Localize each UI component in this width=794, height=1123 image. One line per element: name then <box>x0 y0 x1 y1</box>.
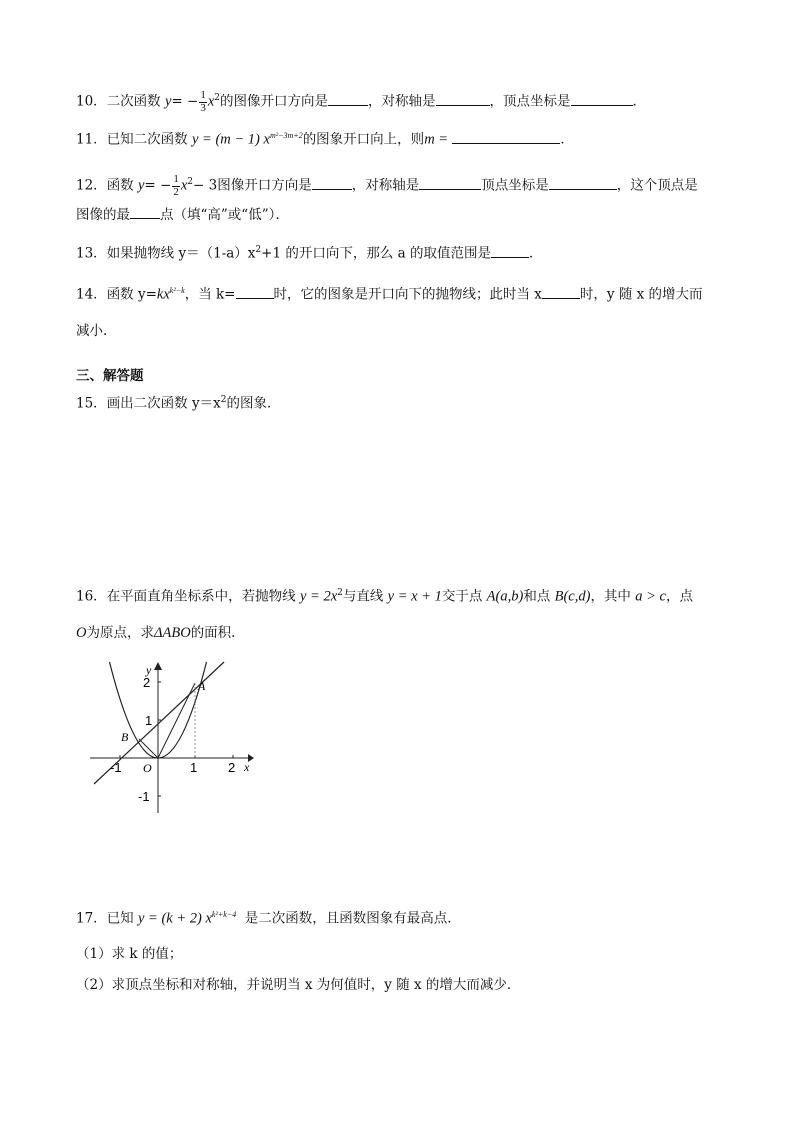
question-text: 交于点 <box>441 588 483 605</box>
y-axis-arrow <box>154 662 162 670</box>
formula: a > c <box>635 588 666 605</box>
formula-eq: = − <box>144 177 172 194</box>
point-label-a: A <box>198 679 206 693</box>
question-text: 点（填“高”或“低”）． <box>160 207 289 223</box>
answer-blank[interactable] <box>491 256 529 258</box>
answer-blank[interactable] <box>452 142 560 144</box>
formula-var: x <box>207 93 215 110</box>
question-12-line2 <box>76 209 289 223</box>
question-17 <box>76 911 461 926</box>
question-number: 17． <box>76 910 107 927</box>
question-text: 函数 y= <box>106 286 157 303</box>
formula: O <box>76 625 87 641</box>
question-14 <box>76 287 703 302</box>
question-text: ，这个顶点是 <box>616 177 698 194</box>
fraction-num: 1 <box>173 173 179 185</box>
tick-label: 1 <box>190 760 198 775</box>
question-14-line2 <box>76 325 107 339</box>
fraction-num: 1 <box>200 89 206 101</box>
question-text: ，对称轴是 <box>351 177 420 194</box>
question-12 <box>76 174 698 198</box>
question-13 <box>76 246 542 261</box>
formula-eq: = − <box>171 93 199 110</box>
question-text: 画出二次函数 y＝x <box>106 395 221 412</box>
question-text: 减小. <box>76 323 108 339</box>
tick-label: 1 <box>145 713 153 728</box>
question-number: 15． <box>76 395 107 412</box>
point-b: B(c,d) <box>554 588 591 605</box>
question-text: ． <box>560 131 574 148</box>
answer-blank[interactable] <box>436 104 490 106</box>
question-text: +1 的开口向下，那么 a 的取值范围是 <box>261 245 491 262</box>
exponent: 2 <box>214 93 221 104</box>
answer-blank[interactable] <box>571 104 633 106</box>
exponent: 2 <box>337 588 343 598</box>
question-10 <box>76 90 646 114</box>
question-number: 10． <box>76 93 107 110</box>
question-text: ． <box>632 93 647 110</box>
answer-blank[interactable] <box>419 188 481 190</box>
question-text: 在平面直角坐标系中，若抛物线 <box>106 588 296 605</box>
question-text: 的图象开口向上，则 <box>302 131 425 148</box>
point-label-b: B <box>121 730 129 744</box>
exponent: k²+k−4 <box>211 910 237 919</box>
formula: m = <box>424 131 449 148</box>
formula: kx <box>156 286 170 303</box>
formula: y = x + 1 <box>387 588 442 605</box>
question-number: 14． <box>76 286 107 303</box>
question-text: 图像开口方向是 <box>217 177 312 194</box>
segment-ob <box>139 739 158 758</box>
question-text: 是二次函数，且函数图象有最高点． <box>244 910 461 927</box>
question-16 <box>76 589 693 604</box>
y-axis-label: y <box>146 663 152 677</box>
question-17-sub1: （1）求 k 的值； <box>76 946 183 962</box>
answer-blank[interactable] <box>542 297 580 299</box>
question-text: 为原点，求 <box>86 625 154 641</box>
question-17-sub2: （2）求顶点坐标和对称轴，并说明当 x 为何值时，y 随 x 的增大而减少． <box>76 977 521 993</box>
formula: − 3 <box>193 177 218 194</box>
question-text: 的图像开口方向是 <box>220 93 329 110</box>
question-text: ． <box>528 245 543 262</box>
segment-oa <box>158 683 195 758</box>
exponent: k²−k <box>169 286 185 295</box>
question-text: 已知 <box>106 910 134 927</box>
question-number: 12． <box>76 177 107 194</box>
question-text: 二次函数 <box>106 93 161 110</box>
tick-label: -1 <box>138 789 150 804</box>
question-text: 的图象． <box>226 395 281 412</box>
question-11 <box>76 132 574 147</box>
formula: y = 2x <box>299 588 338 605</box>
formula-var: y <box>164 93 172 110</box>
answer-blank[interactable] <box>130 217 160 219</box>
question-text: 图像的最 <box>76 207 130 223</box>
answer-blank[interactable] <box>328 104 368 106</box>
tick-label: 2 <box>228 760 236 775</box>
question-number: 16． <box>76 588 107 605</box>
question-text: ，对称轴是 <box>368 93 436 110</box>
formula: y = (k + 2) x <box>137 910 212 927</box>
question-number: 11． <box>76 131 107 148</box>
question-text: 如果抛物线 y＝（1-a）x <box>106 245 256 262</box>
question-text: 函数 <box>106 177 134 194</box>
answer-blank[interactable] <box>312 188 352 190</box>
question-text: 时，它的图象是开口向下的抛物线；此时当 x <box>273 286 542 303</box>
section-heading: 三、解答题 <box>76 368 144 384</box>
question-text: 和点 <box>523 588 551 605</box>
fraction <box>172 174 180 198</box>
question-number: 13． <box>76 245 107 262</box>
question-text: 的面积. <box>190 625 236 641</box>
fraction-den: 2 <box>173 185 179 198</box>
x-axis-label: x <box>244 760 250 774</box>
formula-var: x <box>180 177 188 194</box>
question-text: ，其中 <box>590 588 631 605</box>
question-text: 顶点坐标是 <box>481 177 549 194</box>
exponent: m²−3m+2 <box>269 131 303 140</box>
question-text: ，顶点坐标是 <box>489 93 571 110</box>
fraction <box>199 90 207 114</box>
tick-label: 2 <box>143 675 151 690</box>
tick-label: -1 <box>110 760 122 775</box>
answer-blank[interactable] <box>549 188 617 190</box>
question-15 <box>76 396 280 411</box>
formula: ΔABO <box>153 625 191 641</box>
exponent: 2 <box>187 177 194 188</box>
question-text: ，点 <box>665 588 693 605</box>
exponent: 2 <box>220 395 227 405</box>
question-16-line2 <box>76 626 235 641</box>
point-a: A(a,b) <box>486 588 524 605</box>
answer-blank[interactable] <box>236 297 274 299</box>
formula: y = (m − 1) x <box>191 131 270 148</box>
parabola-graph <box>88 658 258 818</box>
question-text: ，当 k= <box>184 286 236 303</box>
fraction-den: 3 <box>200 101 206 114</box>
formula-var: y <box>137 177 145 194</box>
exponent: 2 <box>255 245 262 255</box>
question-text: 时，y 随 x 的增大而 <box>579 286 703 303</box>
question-text: 与直线 <box>342 588 384 605</box>
origin-label: O <box>143 761 152 775</box>
question-text: 已知二次函数 <box>106 131 188 148</box>
